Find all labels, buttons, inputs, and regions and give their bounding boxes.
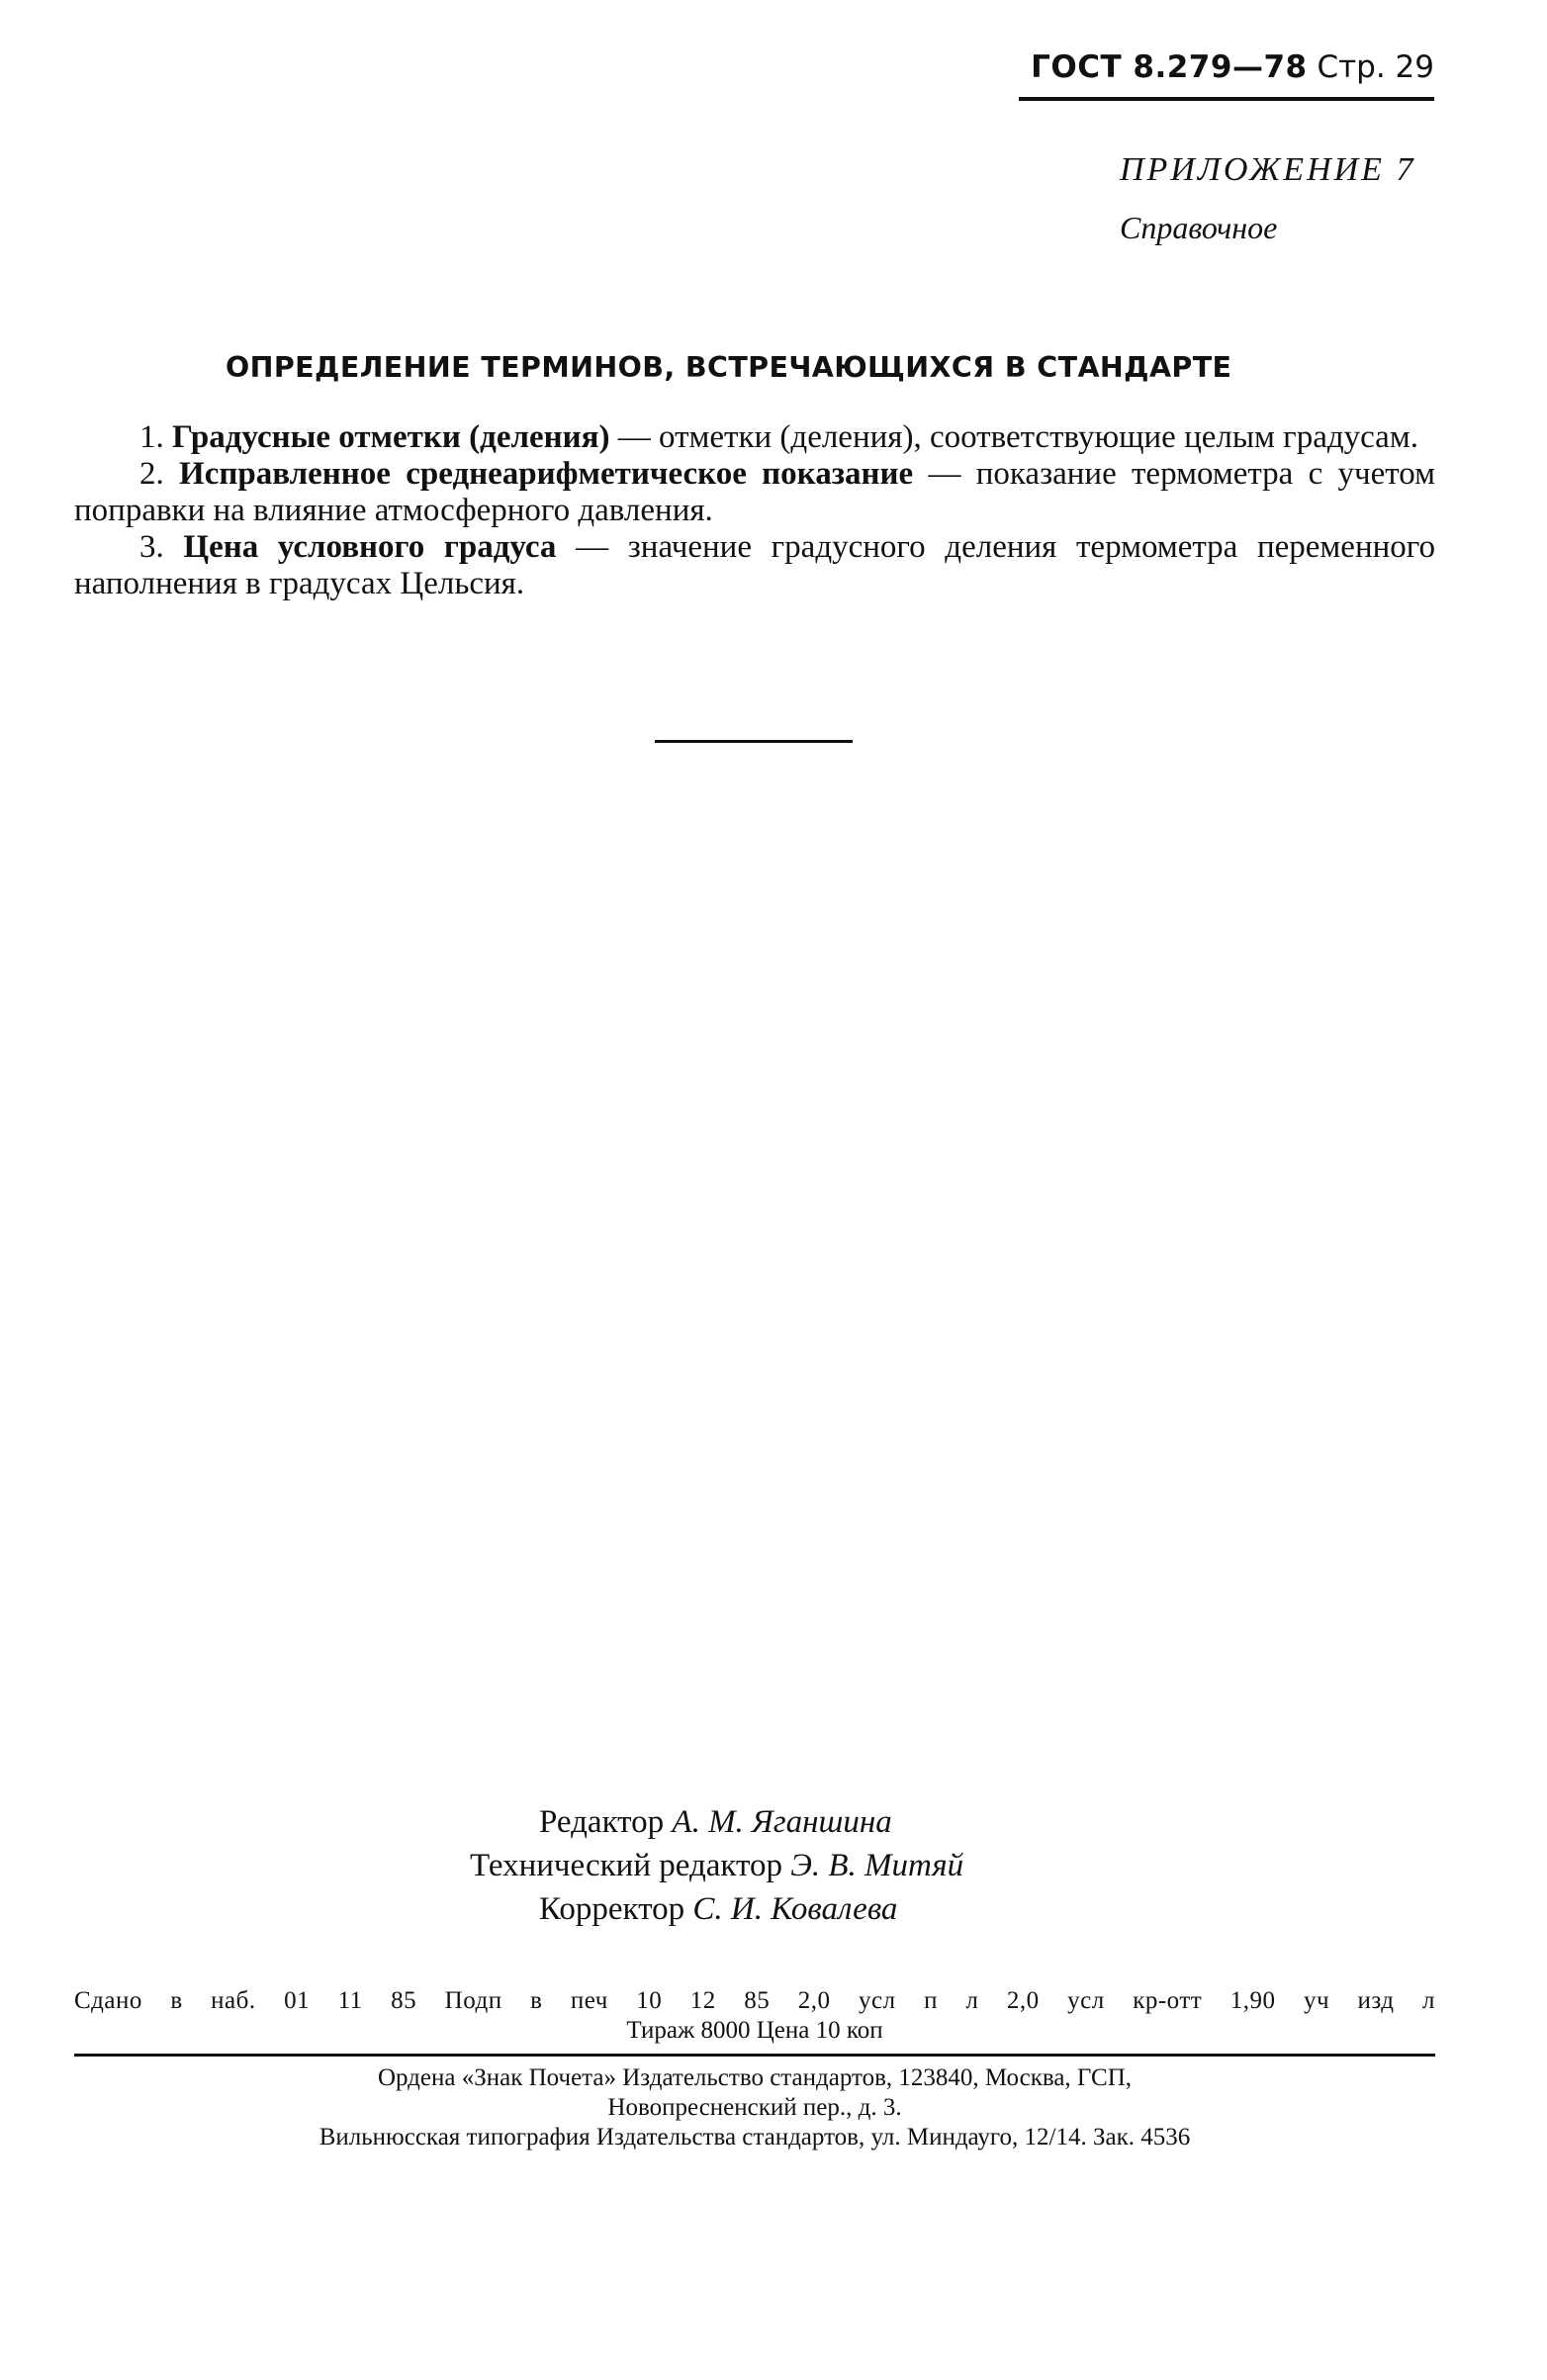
publisher-line: Ордена «Знак Почета» Издательство стандартов, 123840, Москва, ГСП, (377, 2064, 1133, 2091)
credit-name: Э. В. Митяй (790, 1848, 964, 1883)
credits-block (415, 1800, 1108, 1931)
imprint-line: Сдано в наб. 01 11 85 Подп в печ 10 12 85 2,0 усл п л 2,0 усл кр-отт 1,90 уч изд л (74, 1987, 1435, 2014)
section-title: ОПРЕДЕЛЕНИЕ ТЕРМИНОВ, ВСТРЕЧАЮЩИХСЯ В СТАНДАРТЕ (226, 351, 1232, 384)
credit-technical-editor (415, 1844, 1108, 1887)
term-definition: — показание термометра с учетом поправки на влияние атмосферного давления. (74, 456, 1436, 528)
credit-name: С. И. Ковалева (692, 1891, 898, 1927)
credit-editor (415, 1800, 1108, 1844)
term-item (74, 529, 1435, 602)
term-item (74, 456, 1435, 529)
credit-role: Технический редактор (470, 1848, 782, 1883)
appendix-title: ПРИЛОЖЕНИЕ 7 (1120, 151, 1416, 188)
imprint-line: Тираж 8000 Цена 10 коп (626, 2017, 883, 2044)
credit-name: А. М. Яганшина (672, 1804, 892, 1840)
publisher-line: Новопресненский пер., д. 3. (607, 2094, 902, 2121)
print-imprint (74, 1986, 1435, 2046)
page-number: Стр. 29 (1317, 49, 1434, 85)
credit-role: Корректор (539, 1891, 685, 1927)
publisher-line: Вильнюсская типография Издательства стандартов, ул. Миндауго, 12/14. Зак. 4536 (318, 2124, 1191, 2151)
imprint-rule (74, 2054, 1435, 2057)
term-number: 1. (139, 419, 164, 455)
page-header (1019, 47, 1434, 87)
term-definition: — отметки (деления), соответствующие целым градусам. (617, 419, 1418, 455)
term-name: Цена условного градуса (183, 529, 557, 565)
standard-number: ГОСТ 8.279—78 (1031, 49, 1308, 85)
credit-role: Редактор (539, 1804, 665, 1840)
term-number: 3. (139, 529, 164, 565)
term-name: Градусные отметки (деления) (172, 419, 610, 455)
term-name: Исправленное среднеарифметическое показание (179, 456, 914, 492)
term-definition: — значение градусного деления термометра переменного наполнения в градусах Цельсия. (74, 529, 1435, 601)
publisher-info (74, 2063, 1435, 2152)
header-rule (1019, 97, 1434, 101)
appendix-type: Справочное (1120, 210, 1278, 245)
credit-proofreader (415, 1887, 1108, 1931)
term-number: 2. (139, 456, 164, 492)
section-divider (655, 740, 853, 743)
term-item (74, 419, 1435, 456)
terms-list (74, 419, 1435, 602)
